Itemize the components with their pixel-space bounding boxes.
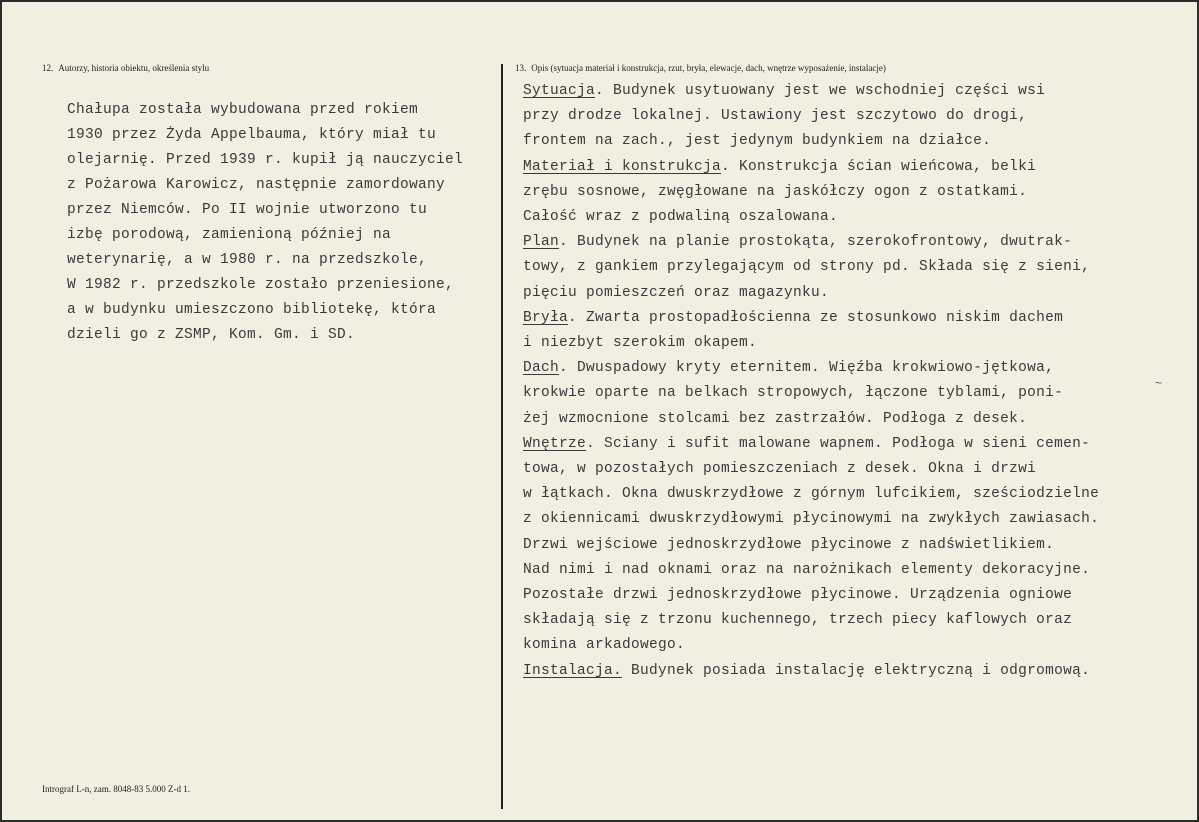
description-line xyxy=(523,133,991,149)
description-body: . Budynek usytuowany jest we wschodniej części wsi xyxy=(595,83,1046,99)
description-line xyxy=(523,209,838,225)
printer-footer: Intrograf L-n, zam. 8048-83 5.000 Z-d 1. xyxy=(42,784,190,794)
description-heading: Dach xyxy=(523,360,560,377)
description-body: żej wzmocnione stolcami bez zastrzałów. Podłoga z desek. xyxy=(523,410,1028,427)
history-line: a w budynku umieszczono bibliotekę, która xyxy=(67,302,437,318)
column-divider xyxy=(501,64,503,809)
description-body: krokwie oparte na belkach stropowych, łączone tyblami, poni- xyxy=(523,385,1064,402)
description-body: i niezbyt szerokim okapem. xyxy=(523,335,758,351)
description-line xyxy=(523,159,1036,175)
description-line xyxy=(523,537,1054,553)
description-body: . Dwuspadowy kryty eternitem. Więźba krokwiowo-jętkowa, xyxy=(559,360,1055,377)
description-body: towy, z gankiem przylegającym od strony pd. Składa się z sieni, xyxy=(523,259,1091,276)
description-line xyxy=(523,385,1063,401)
description-line xyxy=(523,663,1090,679)
description-body: Budynek posiada instalację elektryczną i odgromową. xyxy=(622,662,1091,679)
section-12-label: Autorzy, historia obiektu, określenia stylu xyxy=(58,63,210,73)
description-body: . Zwarta prostopadłościenna ze stosunkowo niskim dachem xyxy=(568,309,1064,326)
description-body: z okiennicami dwuskrzydłowymi płycinowymi na zwykłych zawiasach. xyxy=(523,511,1100,528)
description-body: komina arkadowego. xyxy=(523,637,686,654)
description-body: . Konstrukcja ścian wieńcowa, belki xyxy=(721,158,1037,175)
description-line xyxy=(523,184,1027,200)
description-body: towa, w pozostałych pomieszczeniach z desek. Okna i drzwi xyxy=(523,461,1037,477)
description-line xyxy=(523,612,1072,628)
description-heading: Wnętrze xyxy=(523,435,587,452)
history-line: olejarnię. Przed 1939 r. kupił ją nauczyciel xyxy=(67,152,464,168)
section-13-header xyxy=(515,63,886,73)
description-body: składają się z trzonu kuchennego, trzech piecy kaflowych oraz xyxy=(523,612,1073,629)
margin-mark: ~ xyxy=(1155,376,1163,390)
description-line xyxy=(523,310,1063,326)
history-line: z Pożarowa Karowicz, następnie zamordowany xyxy=(67,177,446,193)
section-12-header xyxy=(42,63,209,73)
description-line xyxy=(523,436,1090,452)
section-12-number: 12. xyxy=(42,63,54,73)
description-body: . Sciany i sufit malowane wapnem. Podłoga w sieni cemen- xyxy=(586,435,1091,452)
description-body: . Budynek na planie prostokąta, szerokofrontowy, dwutrak- xyxy=(559,234,1073,251)
description-heading: Materiał i konstrukcja xyxy=(523,158,722,175)
description-body: w łątkach. Okna dwuskrzydłowe z górnym lufcikiem, sześciodzielne xyxy=(523,486,1100,503)
history-line: weterynarię, a w 1980 r. na przedszkole, xyxy=(67,252,428,268)
description-body: Nad nimi i nad oknami oraz na narożnikach elementy dekoracyjne. xyxy=(523,561,1091,578)
description-line xyxy=(523,285,829,301)
description-line xyxy=(523,511,1099,527)
section-13-number: 13. xyxy=(515,63,527,73)
section-13-label: Opis (sytuacja materiał i konstrukcja, rzut, bryła, elewacje, dach, wnętrze wyposażenie, instalacje) xyxy=(531,63,886,73)
description-heading: Plan xyxy=(523,234,560,251)
history-line: dzieli go z ZSMP, Kom. Gm. i SD. xyxy=(67,327,356,343)
description-line xyxy=(523,587,1072,603)
description-line xyxy=(523,335,757,351)
description-line xyxy=(523,411,1027,427)
description-body: Całość wraz z podwaliną oszalowana. xyxy=(523,209,839,225)
description-body: Drzwi wejściowe jednoskrzydłowe płycinowe z nadświetlikiem. xyxy=(523,536,1055,553)
description-line xyxy=(523,234,1072,250)
description-body: zrębu sosnowe, zwęgłowane na jaskółczy ogon z ostatkami. xyxy=(523,183,1028,200)
description-line xyxy=(523,562,1090,578)
description-line xyxy=(523,486,1099,502)
description-line xyxy=(523,637,685,653)
description-body: przy drodze lokalnej. Ustawiony jest szczytowo do drogi, xyxy=(523,108,1028,125)
description-line xyxy=(523,360,1054,376)
history-line: izbę porodową, zamienioną później na xyxy=(67,227,392,243)
description-body: pięciu pomieszczeń oraz magazynku. xyxy=(523,284,830,301)
history-line: Chałupa została wybudowana przed rokiem xyxy=(67,102,419,118)
description-body: Pozostałe drzwi jednoskrzydłowe płycinowe. Urządzenia ogniowe xyxy=(523,587,1073,603)
history-line: 1930 przez Żyda Appelbauma, który miał tu xyxy=(67,127,437,143)
history-line: przez Niemców. Po II wojnie utworzono tu xyxy=(67,202,428,218)
description-line xyxy=(523,461,1036,477)
description-line xyxy=(523,108,1027,124)
description-heading: Sytuacja xyxy=(523,83,596,99)
description-line xyxy=(523,259,1090,275)
description-body: frontem na zach., jest jedynym budynkiem na działce. xyxy=(523,133,992,150)
description-line xyxy=(523,83,1045,99)
description-heading: Bryła xyxy=(523,309,569,326)
history-line: W 1982 r. przedszkole zostało przeniesione, xyxy=(67,277,455,293)
description-heading: Instalacja. xyxy=(523,662,623,679)
